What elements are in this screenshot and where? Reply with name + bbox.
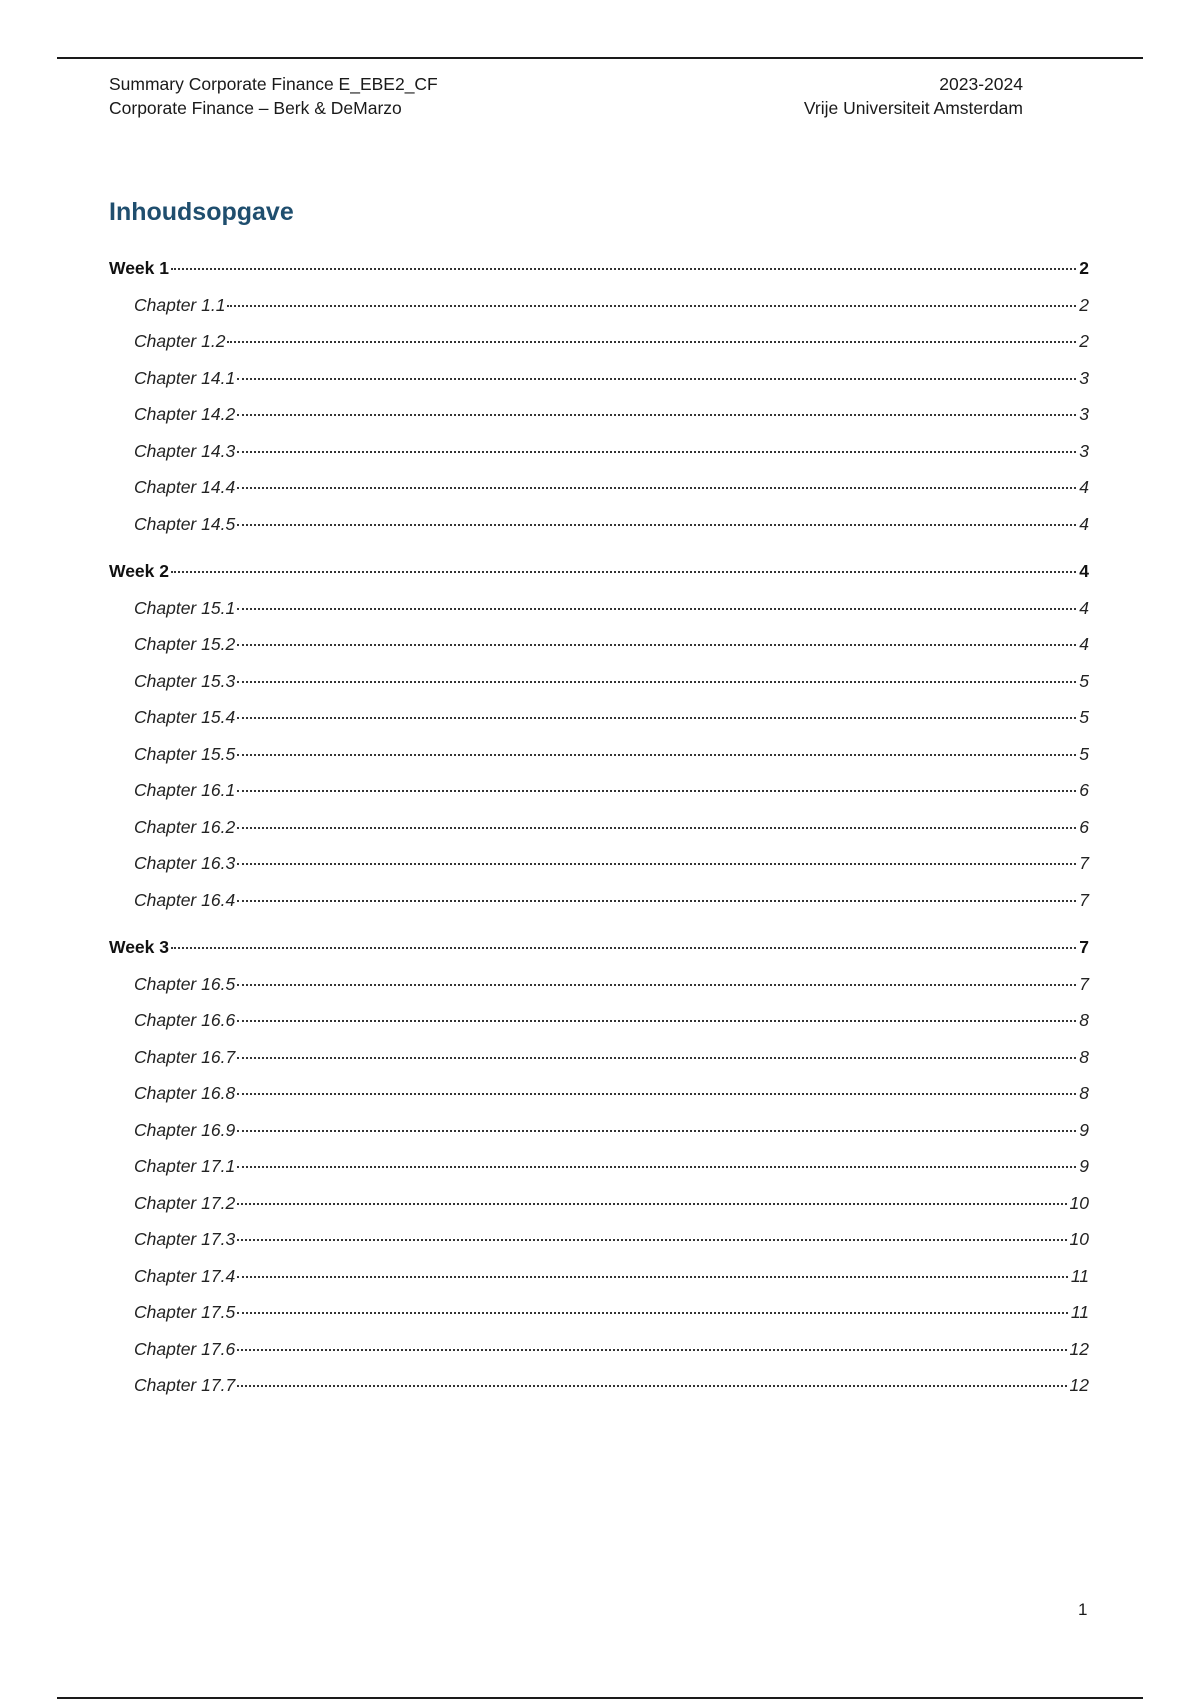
toc-chapter-entry[interactable]: [109, 890, 1089, 927]
toc-dot-leader: [237, 1057, 1076, 1059]
toc-heading: Inhoudsopgave: [109, 198, 294, 226]
page-header: [109, 72, 1023, 120]
toc-entry-label: Chapter 17.7: [134, 1375, 236, 1395]
toc-entry-page: 4: [1079, 477, 1089, 497]
toc-entry-page: 4: [1079, 513, 1089, 534]
toc-entry-label: Chapter 15.4: [134, 707, 236, 727]
toc-entry-label: Week 1: [109, 258, 169, 278]
toc-dot-leader: [237, 1385, 1066, 1387]
header-rule: [57, 57, 1143, 59]
toc-entry-label: Chapter 14.5: [134, 513, 236, 534]
toc-entry-label: Chapter 17.5: [134, 1302, 236, 1322]
toc-dot-leader: [237, 863, 1076, 865]
toc-dot-leader: [237, 790, 1076, 792]
toc-entry-page: 2: [1079, 294, 1089, 315]
toc-entry-page: 7: [1079, 973, 1089, 994]
toc-entry-label: Chapter 16.4: [134, 889, 236, 910]
university-name: Vrije Universiteit Amsterdam: [803, 98, 1023, 118]
toc-entry-page: 3: [1079, 367, 1089, 388]
toc-week-entry[interactable]: [109, 561, 1089, 598]
toc-entry-page: 11: [1070, 1265, 1089, 1286]
toc-chapter-entry[interactable]: [109, 671, 1089, 708]
toc-entry-page: 8: [1079, 1046, 1089, 1067]
toc-chapter-entry[interactable]: [109, 1010, 1089, 1047]
header-row-1: [109, 72, 1023, 96]
toc-dot-leader: [237, 900, 1076, 902]
toc-dot-leader: [171, 571, 1076, 573]
toc-entry-label: Chapter 16.5: [134, 973, 236, 994]
toc-entry-page: 3: [1079, 404, 1089, 424]
toc-entry-page: 6: [1079, 816, 1089, 837]
toc-entry-page: 6: [1079, 780, 1089, 800]
toc-dot-leader: [237, 1166, 1076, 1168]
toc-dot-leader: [237, 1020, 1076, 1022]
toc-dot-leader: [171, 947, 1076, 949]
toc-entry-page: 3: [1079, 440, 1089, 461]
toc-chapter-entry[interactable]: [109, 744, 1089, 781]
toc-chapter-entry[interactable]: [109, 974, 1089, 1011]
toc-chapter-entry[interactable]: [109, 295, 1089, 332]
toc-chapter-entry[interactable]: [109, 441, 1089, 478]
toc-entry-page: 7: [1079, 937, 1089, 957]
toc-entry-page: 8: [1079, 1010, 1089, 1030]
toc-chapter-entry[interactable]: [109, 368, 1089, 405]
toc-dot-leader: [237, 1349, 1066, 1351]
toc-entry-label: Chapter 16.8: [134, 1083, 236, 1103]
toc-entry-label: Chapter 1.2: [134, 331, 226, 351]
toc-entry-page: 12: [1069, 1375, 1089, 1395]
toc-dot-leader: [237, 414, 1076, 416]
toc-entry-page: 4: [1079, 561, 1089, 581]
toc-entry-page: 2: [1079, 258, 1089, 278]
toc-entry-label: Chapter 17.1: [134, 1156, 236, 1176]
toc-entry-label: Chapter 14.3: [134, 440, 236, 461]
toc-entry-label: Chapter 14.1: [134, 367, 236, 388]
toc-entry-label: Chapter 17.3: [134, 1229, 236, 1249]
toc-entry-label: Chapter 14.4: [134, 477, 236, 497]
document-title: Summary Corporate Finance E_EBE2_CF: [109, 74, 438, 94]
toc-dot-leader: [237, 1239, 1066, 1241]
toc-chapter-entry[interactable]: [109, 477, 1089, 514]
toc-entry-label: Week 3: [109, 937, 169, 957]
toc-week-entry[interactable]: [109, 937, 1089, 974]
header-row-2: [109, 96, 1023, 120]
book-reference: Corporate Finance – Berk & DeMarzo: [109, 98, 402, 118]
toc-chapter-entry[interactable]: [109, 1229, 1089, 1266]
toc-entry-page: 12: [1069, 1338, 1089, 1359]
toc-dot-leader: [237, 644, 1076, 646]
toc-chapter-entry[interactable]: [109, 1156, 1089, 1193]
toc-entry-label: Chapter 1.1: [134, 294, 226, 315]
toc-chapter-entry[interactable]: [109, 1120, 1089, 1157]
toc-entry-page: 5: [1079, 670, 1089, 691]
toc-dot-leader: [237, 1312, 1068, 1314]
toc-entry-page: 11: [1070, 1302, 1089, 1322]
toc-dot-leader: [237, 681, 1076, 683]
toc-chapter-entry[interactable]: [109, 1302, 1089, 1339]
toc-entry-label: Chapter 15.1: [134, 597, 236, 618]
toc-dot-leader: [227, 305, 1076, 307]
toc-dot-leader: [237, 984, 1076, 986]
toc-entry-label: Chapter 16.1: [134, 780, 236, 800]
toc-dot-leader: [237, 451, 1076, 453]
toc-chapter-entry[interactable]: [109, 707, 1089, 744]
toc-dot-leader: [237, 487, 1076, 489]
toc-week-entry[interactable]: [109, 258, 1089, 295]
toc-chapter-entry[interactable]: [109, 331, 1089, 368]
toc-entry-page: 4: [1079, 634, 1089, 654]
toc-chapter-entry[interactable]: [109, 1193, 1089, 1230]
toc-entry-label: Chapter 16.7: [134, 1046, 236, 1067]
toc-entry-label: Chapter 17.2: [134, 1192, 236, 1213]
toc-entry-label: Chapter 16.2: [134, 816, 236, 837]
toc-dot-leader: [227, 341, 1076, 343]
toc-chapter-entry[interactable]: [109, 1266, 1089, 1303]
toc-entry-label: Chapter 15.5: [134, 743, 236, 764]
toc-dot-leader: [171, 268, 1076, 270]
toc-dot-leader: [237, 608, 1076, 610]
toc-entry-label: Chapter 17.4: [134, 1265, 236, 1286]
page-number: 1: [1078, 1600, 1088, 1619]
toc-entry-page: 7: [1079, 853, 1089, 873]
toc-dot-leader: [237, 1130, 1076, 1132]
toc-dot-leader: [237, 524, 1076, 526]
toc-entry-label: Chapter 16.9: [134, 1119, 236, 1140]
toc-entry-page: 2: [1079, 331, 1089, 351]
toc-entry-page: 10: [1069, 1229, 1089, 1249]
toc-chapter-entry[interactable]: [109, 514, 1089, 551]
toc-dot-leader: [237, 1203, 1066, 1205]
toc-entry-page: 7: [1079, 889, 1089, 910]
toc-chapter-entry[interactable]: [109, 1375, 1089, 1412]
toc-entry-page: 5: [1079, 707, 1089, 727]
toc-entry-page: 4: [1079, 597, 1089, 618]
toc-chapter-entry[interactable]: [109, 1083, 1089, 1120]
toc-dot-leader: [237, 827, 1076, 829]
toc-dot-leader: [237, 1276, 1068, 1278]
toc-chapter-entry[interactable]: [109, 1339, 1089, 1376]
toc-dot-leader: [237, 717, 1076, 719]
table-of-contents: [109, 258, 1089, 1412]
toc-entry-page: 9: [1079, 1156, 1089, 1176]
toc-chapter-entry[interactable]: [109, 853, 1089, 890]
toc-entry-page: 10: [1069, 1192, 1089, 1213]
academic-year: 2023-2024: [939, 74, 1023, 94]
toc-dot-leader: [237, 378, 1076, 380]
toc-entry-page: 9: [1079, 1119, 1089, 1140]
toc-dot-leader: [237, 1093, 1076, 1095]
toc-entry-page: 5: [1079, 743, 1089, 764]
toc-entry-label: Chapter 14.2: [134, 404, 236, 424]
toc-chapter-entry[interactable]: [109, 817, 1089, 854]
toc-chapter-entry[interactable]: [109, 780, 1089, 817]
toc-entry-label: Chapter 15.2: [134, 634, 236, 654]
toc-entry-label: Week 2: [109, 561, 169, 581]
toc-chapter-entry[interactable]: [109, 598, 1089, 635]
toc-chapter-entry[interactable]: [109, 404, 1089, 441]
toc-dot-leader: [237, 754, 1076, 756]
toc-entry-label: Chapter 16.3: [134, 853, 236, 873]
toc-chapter-entry[interactable]: [109, 634, 1089, 671]
toc-entry-page: 8: [1079, 1083, 1089, 1103]
toc-entry-label: Chapter 16.6: [134, 1010, 236, 1030]
toc-entry-label: Chapter 15.3: [134, 670, 236, 691]
footer-rule: [57, 1697, 1143, 1699]
toc-chapter-entry[interactable]: [109, 1047, 1089, 1084]
toc-entry-label: Chapter 17.6: [134, 1338, 236, 1359]
